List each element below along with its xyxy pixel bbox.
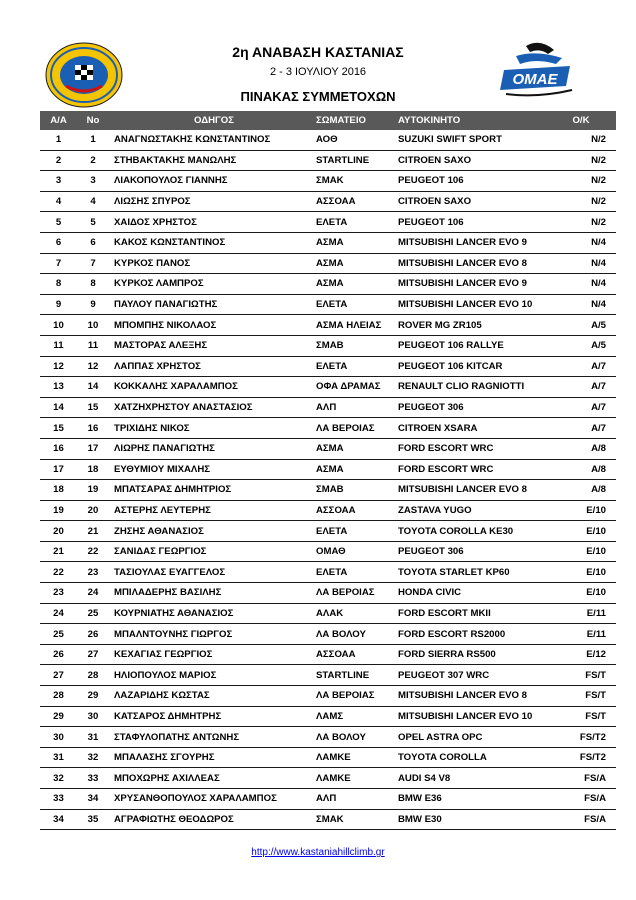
cell-car: FORD ESCORT WRC	[396, 459, 556, 480]
cell-aa: 17	[40, 459, 77, 480]
cell-aa: 25	[40, 624, 77, 645]
cell-class: N/2	[556, 191, 616, 212]
cell-club: ΣΜΑΒ	[314, 335, 396, 356]
cell-no: 16	[77, 418, 109, 439]
cell-class: A/7	[556, 418, 616, 439]
cell-club: ΛΑΜΚΕ	[314, 768, 396, 789]
cell-class: A/7	[556, 377, 616, 398]
cell-no: 3	[77, 171, 109, 192]
table-row	[40, 459, 616, 480]
table-row	[40, 789, 616, 810]
table-row	[40, 624, 616, 645]
table-body	[40, 130, 616, 830]
cell-driver: ΛΙΑΚΟΠΟΥΛΟΣ ΓΙΑΝΝΗΣ	[109, 171, 314, 192]
cell-car: AUDI S4 V8	[396, 768, 556, 789]
cell-driver: ΣΤΑΦΥΛΟΠΑΤΗΣ ΑΝΤΩΝΗΣ	[109, 727, 314, 748]
cell-aa: 18	[40, 480, 77, 501]
cell-club: ΑΣΜΑ	[314, 274, 396, 295]
cell-car: FORD ESCORT WRC	[396, 438, 556, 459]
table-row	[40, 768, 616, 789]
cell-class: N/4	[556, 274, 616, 295]
cell-driver: ΕΥΘΥΜΙΟΥ ΜΙΧΑΛΗΣ	[109, 459, 314, 480]
cell-driver: ΜΠΙΛΑΔΕΡΗΣ ΒΑΣΙΛΗΣ	[109, 583, 314, 604]
cell-class: FS/T	[556, 665, 616, 686]
cell-aa: 27	[40, 665, 77, 686]
omae-logo	[496, 40, 580, 102]
table-row	[40, 727, 616, 748]
table-row	[40, 356, 616, 377]
col-no: Νο	[77, 111, 109, 130]
cell-driver: ΖΗΣΗΣ ΑΘΑΝΑΣΙΟΣ	[109, 521, 314, 542]
cell-car: ZASTAVA YUGO	[396, 500, 556, 521]
cell-driver: ΠΑΥΛΟΥ ΠΑΝΑΓΙΩΤΗΣ	[109, 294, 314, 315]
cell-class: A/8	[556, 438, 616, 459]
cell-aa: 20	[40, 521, 77, 542]
cell-club: ΑΛΠ	[314, 397, 396, 418]
cell-driver: ΚΑΚΟΣ ΚΩΝΣΤΑΝΤΙΝΟΣ	[109, 232, 314, 253]
cell-aa: 15	[40, 418, 77, 439]
table-row	[40, 294, 616, 315]
table-row	[40, 665, 616, 686]
cell-club: ΛΑΜΣ	[314, 706, 396, 727]
cell-aa: 4	[40, 191, 77, 212]
cell-class: A/5	[556, 315, 616, 336]
col-aa: Α/Α	[40, 111, 77, 130]
cell-car: MITSUBISHI LANCER EVO 9	[396, 232, 556, 253]
cell-club: ΑΣΣΟΑΑ	[314, 500, 396, 521]
cell-aa: 10	[40, 315, 77, 336]
website-link[interactable]: http://www.kastaniahillclimb.gr	[251, 847, 385, 858]
cell-car: PEUGEOT 106	[396, 171, 556, 192]
cell-driver: ΧΑΙΔΟΣ ΧΡΗΣΤΟΣ	[109, 212, 314, 233]
cell-car: FORD ESCORT RS2000	[396, 624, 556, 645]
cell-aa: 24	[40, 603, 77, 624]
cell-class: A/7	[556, 356, 616, 377]
cell-class: E/12	[556, 644, 616, 665]
cell-aa: 12	[40, 356, 77, 377]
cell-aa: 5	[40, 212, 77, 233]
table-row	[40, 397, 616, 418]
table-row	[40, 562, 616, 583]
entry-list-heading: ΠΙΝΑΚΑΣ ΣΥΜΜΕΤΟΧΩΝ	[240, 89, 396, 104]
cell-no: 2	[77, 150, 109, 171]
col-club: ΣΩΜΑΤΕΙΟ	[314, 111, 396, 130]
cell-no: 9	[77, 294, 109, 315]
cell-driver: ΑΓΡΑΦΙΩΤΗΣ ΘΕΟΔΩΡΟΣ	[109, 809, 314, 830]
cell-no: 8	[77, 274, 109, 295]
cell-no: 22	[77, 541, 109, 562]
cell-club: ΑΣΣΟΑΑ	[314, 191, 396, 212]
cell-class: N/2	[556, 150, 616, 171]
cell-class: A/8	[556, 459, 616, 480]
cell-driver: ΚΑΤΣΑΡΟΣ ΔΗΜΗΤΡΗΣ	[109, 706, 314, 727]
cell-class: E/11	[556, 624, 616, 645]
cell-aa: 16	[40, 438, 77, 459]
cell-club: ΕΛΕΤΑ	[314, 562, 396, 583]
cell-aa: 1	[40, 130, 77, 150]
cell-no: 1	[77, 130, 109, 150]
cell-driver: ΜΑΣΤΟΡΑΣ ΑΛΕΞΗΣ	[109, 335, 314, 356]
cell-club: ΛΑ ΒΕΡΟΙΑΣ	[314, 418, 396, 439]
cell-car: TOYOTA COROLLA	[396, 747, 556, 768]
col-class: Ο/Κ	[556, 111, 616, 130]
cell-aa: 34	[40, 809, 77, 830]
table-row	[40, 706, 616, 727]
cell-no: 10	[77, 315, 109, 336]
cell-driver: ΛΑΠΠΑΣ ΧΡΗΣΤΟΣ	[109, 356, 314, 377]
cell-class: FS/T2	[556, 727, 616, 748]
table-row	[40, 130, 616, 150]
cell-no: 17	[77, 438, 109, 459]
cell-no: 20	[77, 500, 109, 521]
cell-aa: 11	[40, 335, 77, 356]
cell-car: PEUGEOT 106 RALLYE	[396, 335, 556, 356]
club-emblem-logo	[44, 42, 124, 108]
cell-car: BMW E36	[396, 789, 556, 810]
cell-car: CITROEN XSARA	[396, 418, 556, 439]
cell-club: ΑΣΜΑ	[314, 232, 396, 253]
cell-driver: ΛΙΩΣΗΣ ΣΠΥΡΟΣ	[109, 191, 314, 212]
event-title: 2η ΑΝΑΒΑΣΗ ΚΑΣΤΑΝΙΑΣ	[232, 44, 404, 60]
cell-class: E/10	[556, 583, 616, 604]
cell-club: ΕΛΕΤΑ	[314, 356, 396, 377]
table-row	[40, 232, 616, 253]
cell-aa: 19	[40, 500, 77, 521]
cell-car: CITROEN SAXO	[396, 150, 556, 171]
cell-aa: 7	[40, 253, 77, 274]
cell-car: FORD SIERRA RS500	[396, 644, 556, 665]
cell-class: A/8	[556, 480, 616, 501]
cell-no: 23	[77, 562, 109, 583]
cell-class: E/10	[556, 500, 616, 521]
table-row	[40, 438, 616, 459]
cell-car: CITROEN SAXO	[396, 191, 556, 212]
cell-driver: ΣΤΗΒΑΚΤΑΚΗΣ ΜΑΝΩΛΗΣ	[109, 150, 314, 171]
cell-driver: ΜΠΑΛΑΣΗΣ ΣΓΟΥΡΗΣ	[109, 747, 314, 768]
cell-car: OPEL ASTRA OPC	[396, 727, 556, 748]
cell-no: 14	[77, 377, 109, 398]
cell-aa: 14	[40, 397, 77, 418]
cell-aa: 2	[40, 150, 77, 171]
cell-driver: ΜΠΟΧΩΡΗΣ ΑΧΙΛΛΕΑΣ	[109, 768, 314, 789]
cell-class: N/4	[556, 253, 616, 274]
cell-club: ΑΛΠ	[314, 789, 396, 810]
cell-no: 12	[77, 356, 109, 377]
cell-no: 31	[77, 727, 109, 748]
table-row	[40, 809, 616, 830]
event-dates: 2 - 3 ΙΟΥΛΙΟΥ 2016	[269, 66, 367, 78]
cell-club: ΛΑ ΒΟΛΟΥ	[314, 727, 396, 748]
cell-no: 35	[77, 809, 109, 830]
cell-driver: ΜΠΑΛΝΤΟΥΝΗΣ ΓΙΩΡΓΟΣ	[109, 624, 314, 645]
table-row	[40, 603, 616, 624]
table-row	[40, 171, 616, 192]
cell-club: ΕΛΕΤΑ	[314, 294, 396, 315]
cell-class: N/4	[556, 232, 616, 253]
cell-driver: ΗΛΙΟΠΟΥΛΟΣ ΜΑΡΙΟΣ	[109, 665, 314, 686]
cell-car: MITSUBISHI LANCER EVO 9	[396, 274, 556, 295]
cell-no: 27	[77, 644, 109, 665]
cell-driver: ΤΡΙΧΙΔΗΣ ΝΙΚΟΣ	[109, 418, 314, 439]
cell-no: 21	[77, 521, 109, 542]
page-header	[0, 0, 636, 112]
cell-car: TOYOTA STARLET KP60	[396, 562, 556, 583]
table-row	[40, 521, 616, 542]
omae-logo-text: ΟΜΑΕ	[512, 71, 558, 88]
cell-car: MITSUBISHI LANCER EVO 8	[396, 480, 556, 501]
table-row	[40, 541, 616, 562]
cell-club: ΑΣΜΑ	[314, 253, 396, 274]
cell-club: ΑΟΘ	[314, 130, 396, 150]
cell-class: FS/T	[556, 706, 616, 727]
cell-driver: ΚΕΧΑΓΙΑΣ ΓΕΩΡΓΙΟΣ	[109, 644, 314, 665]
cell-class: FS/T2	[556, 747, 616, 768]
cell-club: STARTLINE	[314, 665, 396, 686]
cell-car: SUZUKI SWIFT SPORT	[396, 130, 556, 150]
event-title-block	[160, 44, 476, 105]
cell-driver: ΤΑΣΙΟΥΛΑΣ ΕΥΑΓΓΕΛΟΣ	[109, 562, 314, 583]
cell-aa: 28	[40, 686, 77, 707]
cell-no: 18	[77, 459, 109, 480]
cell-club: ΛΑ ΒΕΡΟΙΑΣ	[314, 686, 396, 707]
cell-driver: ΣΑΝΙΔΑΣ ΓΕΩΡΓΙΟΣ	[109, 541, 314, 562]
table-row	[40, 315, 616, 336]
cell-driver: ΑΣΤΕΡΗΣ ΛΕΥΤΕΡΗΣ	[109, 500, 314, 521]
table-row	[40, 644, 616, 665]
cell-no: 7	[77, 253, 109, 274]
table-row	[40, 583, 616, 604]
cell-no: 24	[77, 583, 109, 604]
table-row	[40, 253, 616, 274]
cell-no: 5	[77, 212, 109, 233]
cell-club: ΛΑΜΚΕ	[314, 747, 396, 768]
cell-aa: 30	[40, 727, 77, 748]
cell-car: MITSUBISHI LANCER EVO 10	[396, 706, 556, 727]
table-row	[40, 480, 616, 501]
table-row	[40, 500, 616, 521]
table-row	[40, 212, 616, 233]
cell-driver: ΑΝΑΓΝΩΣΤΑΚΗΣ ΚΩΝΣΤΑΝΤΙΝΟΣ	[109, 130, 314, 150]
cell-driver: ΧΑΤΖΗΧΡΗΣΤΟΥ ΑΝΑΣΤΑΣΙΟΣ	[109, 397, 314, 418]
cell-class: FS/A	[556, 789, 616, 810]
cell-car: MITSUBISHI LANCER EVO 10	[396, 294, 556, 315]
cell-class: FS/T	[556, 686, 616, 707]
cell-driver: ΜΠΑΤΣΑΡΑΣ ΔΗΜΗΤΡΙΟΣ	[109, 480, 314, 501]
cell-no: 6	[77, 232, 109, 253]
cell-club: ΑΣΣΟΑΑ	[314, 644, 396, 665]
table-row	[40, 418, 616, 439]
cell-no: 11	[77, 335, 109, 356]
cell-aa: 21	[40, 541, 77, 562]
cell-no: 25	[77, 603, 109, 624]
cell-club: STARTLINE	[314, 150, 396, 171]
cell-aa: 29	[40, 706, 77, 727]
cell-club: ΣΜΑΚ	[314, 809, 396, 830]
cell-car: PEUGEOT 106 KITCAR	[396, 356, 556, 377]
cell-class: N/2	[556, 171, 616, 192]
cell-car: PEUGEOT 307 WRC	[396, 665, 556, 686]
cell-no: 4	[77, 191, 109, 212]
cell-driver: ΚΟΥΡΝΙΑΤΗΣ ΑΘΑΝΑΣΙΟΣ	[109, 603, 314, 624]
cell-car: ROVER MG ZR105	[396, 315, 556, 336]
cell-car: BMW E30	[396, 809, 556, 830]
table-row	[40, 377, 616, 398]
cell-no: 29	[77, 686, 109, 707]
cell-aa: 9	[40, 294, 77, 315]
cell-club: ΑΣΜΑ	[314, 459, 396, 480]
table-row	[40, 335, 616, 356]
cell-club: ΑΣΜΑ	[314, 438, 396, 459]
cell-aa: 26	[40, 644, 77, 665]
cell-driver: ΛΙΩΡΗΣ ΠΑΝΑΓΙΩΤΗΣ	[109, 438, 314, 459]
cell-no: 28	[77, 665, 109, 686]
cell-class: FS/A	[556, 809, 616, 830]
cell-club: ΕΛΕΤΑ	[314, 212, 396, 233]
cell-driver: ΜΠΟΜΠΗΣ ΝΙΚΟΛΑΟΣ	[109, 315, 314, 336]
cell-class: E/10	[556, 521, 616, 542]
cell-class: A/7	[556, 397, 616, 418]
table-row	[40, 191, 616, 212]
cell-driver: ΚΥΡΚΟΣ ΠΑΝΟΣ	[109, 253, 314, 274]
cell-class: A/5	[556, 335, 616, 356]
table-header-row	[40, 111, 616, 130]
cell-class: E/11	[556, 603, 616, 624]
cell-car: MITSUBISHI LANCER EVO 8	[396, 686, 556, 707]
cell-no: 19	[77, 480, 109, 501]
cell-club: ΟΜΑΘ	[314, 541, 396, 562]
cell-class: N/2	[556, 212, 616, 233]
cell-driver: ΧΡΥΣΑΝΘΟΠΟΥΛΟΣ ΧΑΡΑΛΑΜΠΟΣ	[109, 789, 314, 810]
cell-club: ΣΜΑΒ	[314, 480, 396, 501]
cell-driver: ΛΑΖΑΡΙΔΗΣ ΚΩΣΤΑΣ	[109, 686, 314, 707]
cell-class: FS/A	[556, 768, 616, 789]
cell-no: 32	[77, 747, 109, 768]
col-car: ΑΥΤΟΚΙΝΗΤΟ	[396, 111, 556, 130]
cell-class: E/10	[556, 562, 616, 583]
cell-class: E/10	[556, 541, 616, 562]
cell-no: 33	[77, 768, 109, 789]
cell-club: ΟΦΑ ΔΡΑΜΑΣ	[314, 377, 396, 398]
cell-aa: 22	[40, 562, 77, 583]
cell-no: 15	[77, 397, 109, 418]
cell-class: N/2	[556, 130, 616, 150]
cell-club: ΕΛΕΤΑ	[314, 521, 396, 542]
cell-aa: 31	[40, 747, 77, 768]
cell-driver: ΚΥΡΚΟΣ ΛΑΜΠΡΟΣ	[109, 274, 314, 295]
cell-car: FORD ESCORT MKII	[396, 603, 556, 624]
cell-aa: 33	[40, 789, 77, 810]
table-row	[40, 686, 616, 707]
cell-car: PEUGEOT 306	[396, 541, 556, 562]
cell-club: ΛΑ ΒΕΡΟΙΑΣ	[314, 583, 396, 604]
cell-no: 26	[77, 624, 109, 645]
cell-club: ΑΛΑΚ	[314, 603, 396, 624]
cell-driver: ΚΟΚΚΑΛΗΣ ΧΑΡΑΛΑΜΠΟΣ	[109, 377, 314, 398]
cell-car: TOYOTA COROLLA KE30	[396, 521, 556, 542]
table-row	[40, 747, 616, 768]
table-row	[40, 150, 616, 171]
cell-club: ΣΜΑΚ	[314, 171, 396, 192]
cell-club: ΛΑ ΒΟΛΟΥ	[314, 624, 396, 645]
cell-class: N/4	[556, 294, 616, 315]
cell-club: ΑΣΜΑ ΗΛΕΙΑΣ	[314, 315, 396, 336]
cell-no: 34	[77, 789, 109, 810]
cell-aa: 3	[40, 171, 77, 192]
table-row	[40, 274, 616, 295]
cell-car: HONDA CIVIC	[396, 583, 556, 604]
cell-car: MITSUBISHI LANCER EVO 8	[396, 253, 556, 274]
cell-aa: 32	[40, 768, 77, 789]
col-driver: ΟΔΗΓΟΣ	[109, 111, 314, 130]
entry-list-table	[40, 111, 616, 830]
cell-aa: 13	[40, 377, 77, 398]
cell-aa: 6	[40, 232, 77, 253]
cell-car: PEUGEOT 306	[396, 397, 556, 418]
cell-aa: 23	[40, 583, 77, 604]
cell-aa: 8	[40, 274, 77, 295]
cell-no: 30	[77, 706, 109, 727]
cell-car: RENAULT CLIO RAGNIOTTI	[396, 377, 556, 398]
cell-car: PEUGEOT 106	[396, 212, 556, 233]
